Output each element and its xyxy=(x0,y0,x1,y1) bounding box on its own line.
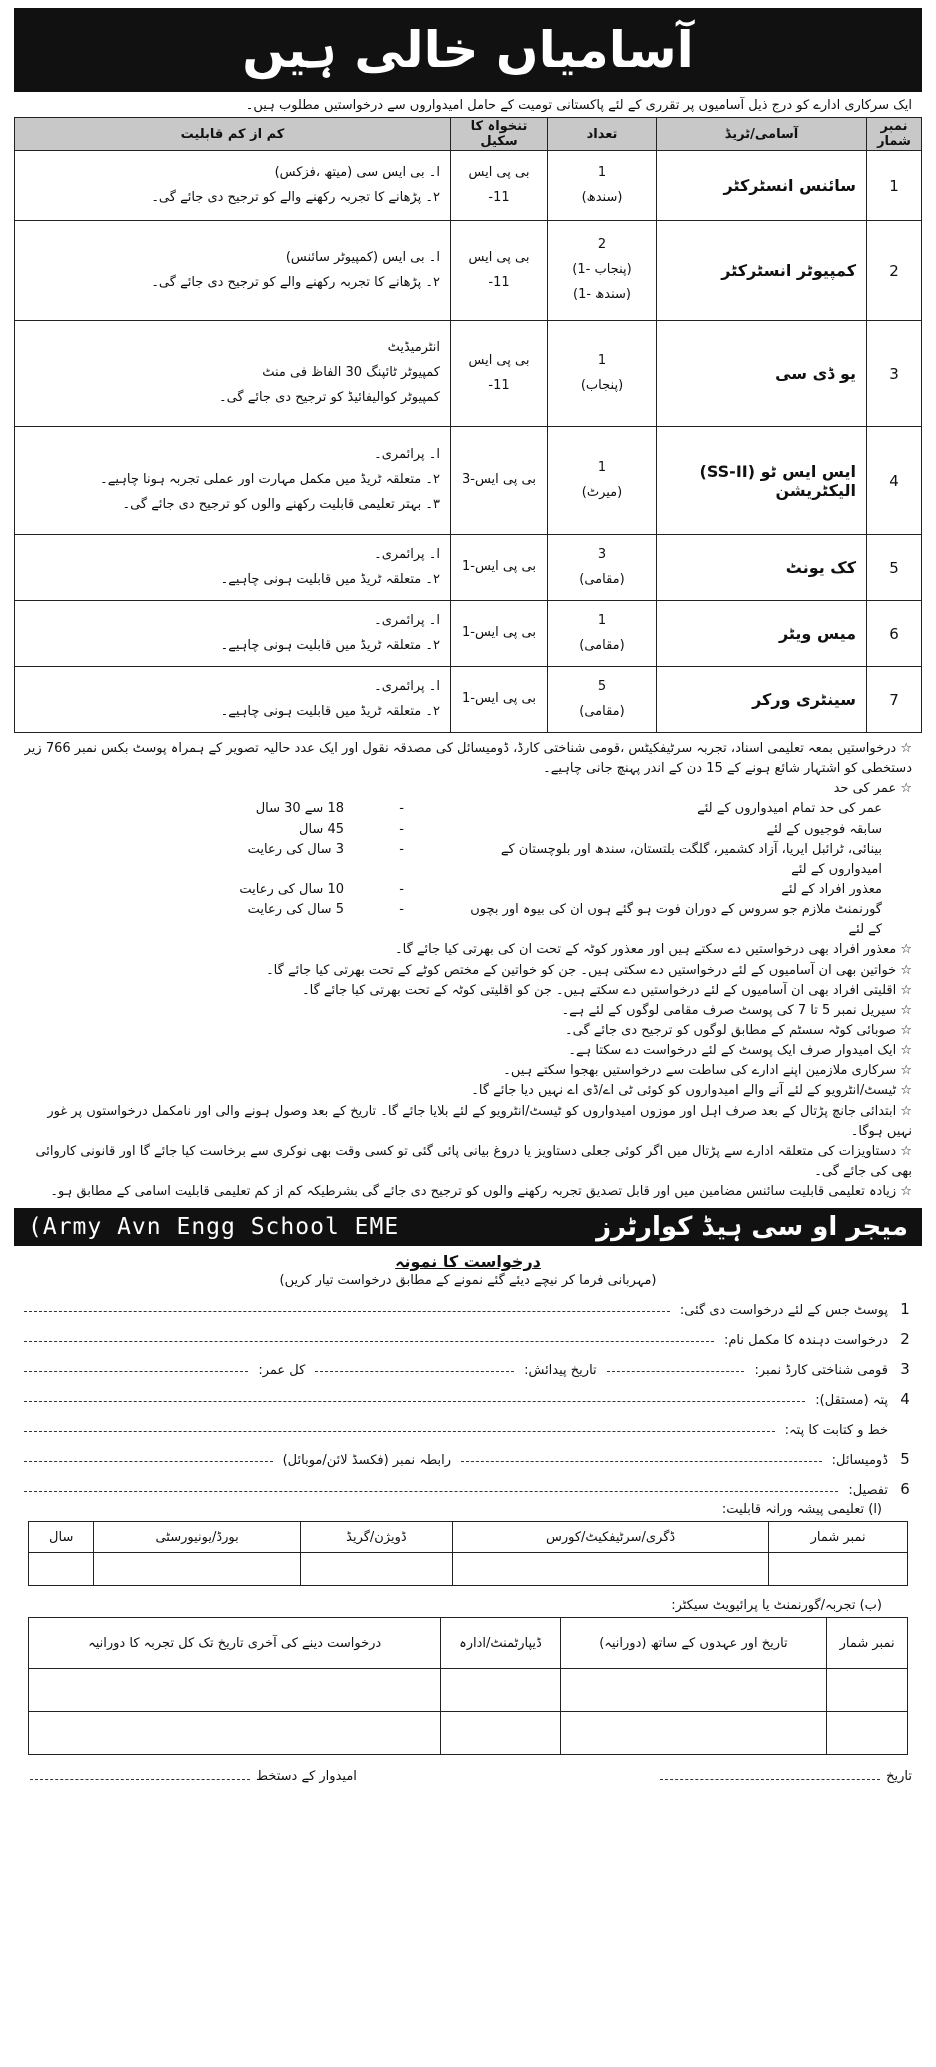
form-field-line[interactable] xyxy=(24,1310,670,1312)
qty-note: (مقامی) xyxy=(579,703,625,719)
job-row xyxy=(15,321,922,427)
age-row xyxy=(24,880,912,900)
form-row-number: 4 xyxy=(900,1390,910,1409)
pay-scale: بی پی ایس xyxy=(468,164,530,180)
form-field-label: پتہ (مستقل): xyxy=(815,1393,888,1409)
post-name: ایس ایس ٹو (SS-II) xyxy=(699,461,856,481)
form-field-label: پوسٹ جس کے لئے درخواست دی گئی: xyxy=(679,1303,888,1319)
job-row xyxy=(15,667,922,733)
exp-cell[interactable] xyxy=(29,1712,441,1755)
serial-no: 4 xyxy=(867,427,922,535)
age-value: 45 سال xyxy=(299,821,344,837)
qualification-line: انٹرمیڈیٹ xyxy=(387,340,440,356)
note-bullet: ☆ سرکاری ملازمین اپنے ادارے کی ساطت سے درخواستیں بھجوا سکتے ہیں۔ xyxy=(503,1063,912,1079)
form-row-number: 1 xyxy=(900,1300,910,1319)
qualification-line: ا۔ پرائمری۔ xyxy=(374,447,440,463)
form-field-label: خط و کتابت کا پتہ: xyxy=(784,1423,888,1439)
note-bullet: ☆ زیادہ تعلیمی قابلیت سائنس مضامین میں اور قابل تصدیق تجربہ رکھنے والوں کو ترجیح دی جائے گی بشرطیکہ کم از کم تعلیمی قابلیت اسامی کے مطابق ہو۔ xyxy=(50,1184,912,1200)
intro-text: ایک سرکاری ادارے کو درج ذیل آسامیوں پر تقرری کے لئے پاکستانی تومیت کے حامل امیدواروں سے درخواستیں مطلوب ہیں۔ xyxy=(245,98,912,113)
age-row xyxy=(24,799,912,819)
scale-cell xyxy=(451,221,548,321)
qualification-line: ۲۔ پڑھانے کا تجربہ رکھنے والے کو ترجیح دی جائے گی۔ xyxy=(151,274,440,290)
form-field-line[interactable] xyxy=(24,1340,714,1342)
pay-scale: بی پی ایس-3 xyxy=(462,472,536,488)
form-field-line[interactable] xyxy=(24,1460,273,1462)
hq-urdu: میجر او سی ہیڈ کوارٹرز xyxy=(596,1212,908,1243)
age-label: معذور افراد کے لئے xyxy=(781,881,882,897)
edu-cell[interactable] xyxy=(452,1553,768,1586)
serial-no: 7 xyxy=(867,667,922,733)
form-row-number: 6 xyxy=(900,1480,910,1499)
qualification-cell xyxy=(15,535,451,601)
note-application: ☆ درخواستیں بمعہ تعلیمی اسناد، تجربہ سرٹیفکیٹس ،قومی شناختی کارڈ، ڈومیسائل کی مصدقہ نقول اور ایک عدد حالیہ تصویر کے ہمراہ پوسٹ بکس نمبر 766 زیر دستخطی کو اشتہار شائع ہونے کے 15 دن کے اندر پہنچ جانی چاہیے۔ xyxy=(24,741,912,777)
form-row-number: 5 xyxy=(900,1450,910,1469)
edu-cell[interactable] xyxy=(94,1553,300,1586)
form-field-line[interactable] xyxy=(607,1370,745,1372)
qualification-cell xyxy=(15,151,451,221)
scale-cell xyxy=(451,321,548,427)
scale-cell xyxy=(451,151,548,221)
experience-label: (ب) تجربہ/گورنمنٹ یا پرائیویٹ سیکٹر: xyxy=(671,1598,882,1614)
edu-col-header: نمبر شمار xyxy=(769,1522,908,1553)
edu-cell[interactable] xyxy=(300,1553,452,1586)
post-name: سینٹری ورکر xyxy=(752,690,856,709)
form-row xyxy=(14,1348,922,1378)
age-dash: - xyxy=(399,821,404,837)
pay-scale-2: 11- xyxy=(488,377,510,393)
form-subtitle: (مہربانی فرما کر نیچے دیئے گئے نمونے کے مطابق درخواست تیار کریں) xyxy=(279,1273,657,1289)
age-label: بینائی، ٹرائبل ایریا، آزاد کشمیر، گلگت بلتستان، سندھ اور بلوچستان کے امیدواروں کے لئے xyxy=(500,841,882,877)
form-title: درخواست کا نمونہ xyxy=(395,1252,541,1272)
qty-value: 5 xyxy=(597,678,607,694)
col-header: نمبر شمار xyxy=(867,118,922,151)
form-field-line[interactable] xyxy=(24,1370,248,1372)
headquarters-bar xyxy=(14,1208,922,1246)
note-bullet: ☆ صوبائی کوٹہ سسٹم کے مطابق لوگوں کو ترجیح دی جائے گی۔ xyxy=(565,1022,912,1038)
qualification-cell xyxy=(15,667,451,733)
note-bullet: ☆ دستاویزات کی متعلقہ ادارے سے پڑتال میں اگر کوئی جعلی دستاویز یا دروغ بیانی پائی گئی تو کسی وقت بھی نوکری سے برخاست کیا جائے گا اور قانونی کاروائی بھی کی جائے گی۔ xyxy=(35,1143,912,1179)
form-row-number: 2 xyxy=(900,1330,910,1349)
date-label: تاریخ xyxy=(886,1769,912,1785)
age-value: 5 سال کی رعایت xyxy=(247,902,344,918)
age-dash: - xyxy=(399,841,404,857)
qty-value: 1 xyxy=(597,352,607,368)
qty-note: (سندھ) xyxy=(581,189,623,205)
form-row-number: 3 xyxy=(900,1360,910,1379)
qualification-line: ا۔ پرائمری۔ xyxy=(374,546,440,562)
form-field-line[interactable] xyxy=(24,1430,775,1432)
qualification-cell xyxy=(15,321,451,427)
page-title: آسامیاں خالی ہیں xyxy=(14,8,922,92)
pay-scale-2: 11- xyxy=(488,274,510,290)
form-field-line[interactable] xyxy=(24,1490,838,1492)
exp-cell[interactable] xyxy=(441,1669,560,1712)
pay-scale: بی پی ایس xyxy=(468,249,530,265)
serial-no: 6 xyxy=(867,601,922,667)
exp-col-header: درخواست دینے کی آخری تاریخ تک کل تجربہ کا دورانیہ xyxy=(29,1618,441,1669)
exp-cell[interactable] xyxy=(560,1669,827,1712)
qty-note: (مقامی) xyxy=(579,571,625,587)
edu-cell[interactable] xyxy=(29,1553,94,1586)
form-field-label: قومی شناختی کارڈ نمبر: xyxy=(754,1363,888,1379)
post-cell xyxy=(657,221,867,321)
qty-cell xyxy=(548,601,657,667)
qualification-line: ا۔ پرائمری۔ xyxy=(374,678,440,694)
qty-cell xyxy=(548,221,657,321)
edu-cell[interactable] xyxy=(769,1553,908,1586)
education-label: (ا) تعلیمی پیشہ ورانہ قابلیت: xyxy=(721,1502,882,1518)
form-field-label: تفصیل: xyxy=(848,1483,888,1499)
exp-col-header: نمبر شمار xyxy=(827,1618,908,1669)
qty-value: 2 xyxy=(597,237,607,253)
qualification-cell xyxy=(15,221,451,321)
form-row xyxy=(14,1378,922,1408)
scale-cell xyxy=(451,601,548,667)
post-name: یو ڈی سی xyxy=(775,364,856,383)
qualification-cell xyxy=(15,601,451,667)
scale-cell xyxy=(451,667,548,733)
notes-section xyxy=(14,733,922,1202)
signature-label: امیدوار کے دستخط xyxy=(256,1769,357,1785)
post-cell xyxy=(657,321,867,427)
pay-scale: بی پی ایس-1 xyxy=(462,559,536,575)
age-value: 10 سال کی رعایت xyxy=(239,881,344,897)
exp-cell[interactable] xyxy=(827,1712,908,1755)
qty-cell xyxy=(548,321,657,427)
job-advertisement xyxy=(14,8,922,2059)
age-row xyxy=(24,820,912,840)
age-row xyxy=(24,840,912,880)
age-row xyxy=(24,900,912,940)
qualification-line: ا۔ پرائمری۔ xyxy=(374,612,440,628)
form-row xyxy=(14,1288,922,1318)
col-header: آسامی/ٹریڈ xyxy=(657,118,867,151)
exp-cell[interactable] xyxy=(560,1712,827,1755)
qualification-line: ۳۔ بہتر تعلیمی قابلیت رکھنے والوں کو ترجیح دی جائے گی۔ xyxy=(122,496,440,512)
serial-no: 2 xyxy=(867,221,922,321)
serial-no: 1 xyxy=(867,151,922,221)
form-row xyxy=(14,1438,922,1468)
post-cell xyxy=(657,535,867,601)
qualification-line: ۲۔ پڑھانے کا تجربہ رکھنے والے کو ترجیح دی جائے گی۔ xyxy=(151,189,440,205)
scale-cell xyxy=(451,427,548,535)
qty-note: (پنجاب -1) xyxy=(572,262,632,278)
qty-cell xyxy=(548,427,657,535)
pay-scale-2: 11- xyxy=(488,189,510,205)
qty-note: (مقامی) xyxy=(579,637,625,653)
edu-col-header: بورڈ/یونیورسٹی xyxy=(94,1522,300,1553)
age-dash: - xyxy=(399,881,404,897)
qualification-line: ا۔ بی ایس (کمپیوٹر سائنس) xyxy=(285,249,440,265)
col-header: کم از کم قابلیت xyxy=(15,118,451,151)
note-bullet: ☆ ایک امیدوار صرف ایک پوسٹ کے لئے درخواست دے سکتا ہے۔ xyxy=(568,1043,912,1059)
age-dash: - xyxy=(399,801,404,817)
post-cell xyxy=(657,151,867,221)
post-cell xyxy=(657,427,867,535)
note-bullet: ☆ خواتین بھی ان آسامیوں کے لئے درخواستیں دے سکتی ہیں۔ جن کو خواتین کے مختص کوٹے کے تحت بھرتی کیا جائے گا۔ xyxy=(266,962,912,978)
qty-value: 1 xyxy=(597,459,607,475)
job-row xyxy=(15,535,922,601)
qty-note: (میرٹ) xyxy=(581,484,623,500)
form-field-label: درخواست دہندہ کا مکمل نام: xyxy=(723,1333,888,1349)
form-field-label: تاریخ پیدائش: xyxy=(524,1363,597,1379)
exp-cell[interactable] xyxy=(441,1712,560,1755)
form-field-label: رابطہ نمبر (فکسڈ لائن/موبائل) xyxy=(282,1453,451,1469)
note-bullet: ☆ معذور افراد بھی درخواستیں دے سکتے ہیں اور معذور کوٹہ کے تحت ان کی بھرتی کیا جائے گا۔ xyxy=(394,942,912,958)
form-field-line[interactable] xyxy=(461,1460,822,1462)
qty-cell xyxy=(548,151,657,221)
experience-table xyxy=(28,1617,908,1755)
pay-scale: بی پی ایس-1 xyxy=(462,625,536,641)
signature-row xyxy=(14,1769,922,1784)
age-value: 3 سال کی رعایت xyxy=(247,841,344,857)
note-bullet: ☆ سیریل نمبر 5 تا 7 کی پوسٹ صرف مقامی لوگوں کے لئے ہے۔ xyxy=(561,1002,912,1018)
pay-scale: بی پی ایس xyxy=(468,352,530,368)
qualification-cell xyxy=(15,427,451,535)
qualification-line: ۲۔ متعلقہ ٹریڈ میں مکمل مہارت اور عملی تجربہ ہونا چاہیے۔ xyxy=(100,472,440,488)
qty-value: 1 xyxy=(597,612,607,628)
form-field-label: کل عمر: xyxy=(258,1363,306,1379)
post-name: میس ویٹر xyxy=(778,624,856,643)
date-line[interactable] xyxy=(660,1779,880,1780)
exp-col-header: تاریخ اور عہدوں کے ساتھ (دورانیہ) xyxy=(560,1618,827,1669)
pay-scale: بی پی ایس-1 xyxy=(462,691,536,707)
qty-note-2: (سندھ -1) xyxy=(573,286,631,302)
form-row xyxy=(14,1408,922,1438)
job-row xyxy=(15,151,922,221)
qualification-line: کمپیوٹر ٹائپنگ 30 الفاظ فی منٹ xyxy=(262,365,440,381)
job-row xyxy=(15,601,922,667)
age-label: گورنمنٹ ملازم جو سروس کے دوران فوت ہو گئے ہوں ان کی بیوہ اور بچوں کے لئے xyxy=(470,902,882,938)
edu-col-header: ڈگری/سرٹیفکیٹ/کورس xyxy=(452,1522,768,1553)
col-header: تنخواہ کا سکیل xyxy=(451,118,548,151)
post-cell xyxy=(657,667,867,733)
exp-cell[interactable] xyxy=(827,1669,908,1712)
post-name-2: الیکٹریشن xyxy=(775,480,856,500)
form-field-line[interactable] xyxy=(315,1370,514,1372)
post-name: سائنس انسٹرکٹر xyxy=(723,176,856,195)
age-limit-title: ☆ عمر کی حد xyxy=(833,781,912,797)
job-row xyxy=(15,221,922,321)
note-bullet: ☆ اقلیتی افراد بھی ان آسامیوں کے لئے درخواستیں دے سکتے ہیں۔ جن کو اقلیتی کوٹہ کے تحت بھرتی کیا جائے گا۔ xyxy=(302,982,912,998)
qty-cell xyxy=(548,535,657,601)
col-header: تعداد xyxy=(548,118,657,151)
post-name: کمپیوٹر انسٹرکٹر xyxy=(721,261,856,280)
note-bullet: ☆ ٹیسٹ/انٹرویو کے لئے آنے والے امیدواروں کو کوئی ٹی اے/ڈی اے نہیں دیا جائے گا۔ xyxy=(471,1083,912,1099)
serial-no: 3 xyxy=(867,321,922,427)
age-value: 18 سے 30 سال xyxy=(255,801,344,817)
application-form xyxy=(14,1288,922,1498)
job-row xyxy=(15,427,922,535)
qty-value: 3 xyxy=(597,546,607,562)
qty-cell xyxy=(548,667,657,733)
edu-col-header: ڈویژن/گریڈ xyxy=(300,1522,452,1553)
education-table xyxy=(28,1521,908,1586)
qty-value: 1 xyxy=(597,164,607,180)
post-cell xyxy=(657,601,867,667)
exp-col-header: ڈیپارٹمنٹ/ادارہ xyxy=(441,1618,560,1669)
qualification-line: کمپیوٹر کوالیفائیڈ کو ترجیح دی جائے گی۔ xyxy=(218,389,440,405)
qualification-line: ۲۔ متعلقہ ٹریڈ میں قابلیت ہونی چاہیے۔ xyxy=(220,703,440,719)
jobs-table xyxy=(14,117,922,733)
qualification-line: ۲۔ متعلقہ ٹریڈ میں قابلیت ہونی چاہیے۔ xyxy=(220,637,440,653)
form-row xyxy=(14,1318,922,1348)
age-label: سابقہ فوجیوں کے لئے xyxy=(766,821,882,837)
form-field-line[interactable] xyxy=(24,1400,805,1402)
hq-english: (Army Avn Engg School EME xyxy=(28,1214,400,1241)
age-dash: - xyxy=(399,902,404,918)
form-row xyxy=(14,1468,922,1498)
qualification-line: ا۔ بی ایس سی (میتھ ،فزکس) xyxy=(274,164,440,180)
age-label: عمر کی حد تمام امیدواروں کے لئے xyxy=(697,801,882,817)
scale-cell xyxy=(451,535,548,601)
serial-no: 5 xyxy=(867,535,922,601)
post-name: کک یونٹ xyxy=(785,558,856,577)
qualification-line: ۲۔ متعلقہ ٹریڈ میں قابلیت ہونی چاہیے۔ xyxy=(220,571,440,587)
qty-note: (پنجاب) xyxy=(580,377,624,393)
signature-line[interactable] xyxy=(30,1779,250,1780)
exp-cell[interactable] xyxy=(29,1669,441,1712)
edu-col-header: سال xyxy=(29,1522,94,1553)
note-bullet: ☆ ابتدائی جانچ پڑتال کے بعد صرف اہل اور موزوں امیدواروں کو ٹیسٹ/انٹرویو کے لئے بلایا جائے گا۔ تاریخ کے بعد وصول ہونے والی اور نامکمل درخواستوں پر غور نہیں ہوگا۔ xyxy=(47,1103,912,1139)
form-field-label: ڈومیسائل: xyxy=(831,1453,888,1469)
